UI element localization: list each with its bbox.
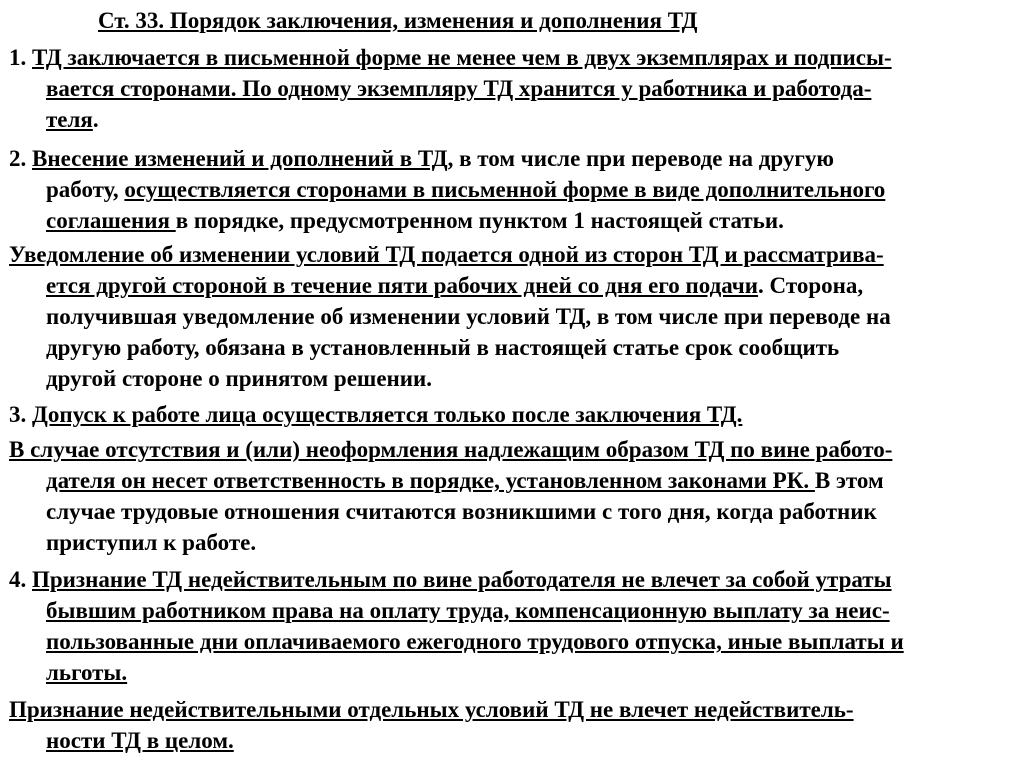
text-run: теля [46,107,93,132]
text-run: в порядке, предусмотренном пунктом 1 настоящей статьи. [175,208,784,233]
text-line [9,143,1011,174]
text-line [9,399,1011,430]
text-line [9,270,1011,301]
text-line [9,595,1011,626]
text-run: Уведомление об изменении условий ТД подается одной из сторон ТД и рассматрива- [9,242,884,267]
text-line [9,465,1011,496]
paragraph-7 [9,694,1011,756]
text-run: 4. [9,567,32,592]
text-run: осуществляется сторонами в письменной форме в виде дополнительного [124,177,886,202]
text-run: другой стороне о принятом решении. [46,366,433,391]
text-line [9,527,1011,558]
text-line [9,174,1011,205]
text-run: . Сторона, [758,273,864,298]
text-run: ности ТД в целом. [46,728,234,753]
text-line [9,434,1011,465]
text-run: Признание недействительными отдельных условий ТД не влечет недействитель- [9,697,854,722]
page-title: Ст. 33. Порядок заключения, изменения и дополнения ТД [98,8,698,33]
paragraph-1 [9,42,1011,135]
text-run: получившая уведомление об изменении условий ТД, в том числе при переводе на [46,304,891,329]
text-run: 3. [9,402,32,427]
text-line [9,626,1011,657]
text-run: дателя он несет ответственность в порядке, установленном законами РК. [46,468,815,493]
text-run: 2. [9,146,32,171]
text-line [9,205,1011,236]
text-line [9,332,1011,363]
text-run: приступил к работе. [46,530,257,555]
text-line [9,104,1011,135]
paragraph-5 [9,434,1011,558]
text-run: Признание ТД недействительным по вине работодателя не влечет за собой утраты [32,567,892,592]
paragraph-2 [9,143,1011,236]
text-run: . [92,107,99,132]
text-run: льготы. [46,660,128,685]
text-run: другую работу, обязана в установленный в настоящей статье срок сообщить [46,335,840,360]
text-line [9,725,1011,756]
text-run: В случае отсутствия и (или) неоформления надлежащим образом ТД по вине работо- [9,437,893,462]
text-run: случае трудовые отношения считаются возникшими с того дня, когда работник [46,499,877,524]
text-line [9,239,1011,270]
text-run: Допуск к работе лица осуществляется только после заключения ТД. [32,402,743,427]
text-run: ТД заключается в письменной форме не менее чем в двух экземплярах и подписы- [32,45,892,70]
paragraph-6 [9,564,1011,688]
text-run: соглашения [46,208,176,233]
text-run: бывшим работником права на оплату труда, компенсационную выплату за неис- [46,598,890,623]
text-line [9,73,1011,104]
text-line [9,363,1011,394]
text-run: В этом [814,468,884,493]
text-line [9,657,1011,688]
text-run: , в том числе при переводе на другую [447,146,834,171]
text-run: пользованные дни оплачиваемого ежегодного трудового отпуска, иные выплаты и [46,629,904,654]
text-run: Внесение изменений и дополнений в ТД [32,146,448,171]
text-line [9,42,1011,73]
text-run: ется другой стороной в течение пяти рабочих дней со дня его подачи [46,273,759,298]
paragraph-4 [9,399,1011,430]
text-line [9,496,1011,527]
text-line [9,301,1011,332]
paragraph-3 [9,239,1011,394]
text-line [9,564,1011,595]
text-run: работу, [46,177,125,202]
text-line [9,694,1011,725]
text-run: 1. [9,45,32,70]
text-run: вается сторонами. По одному экземпляру ТД хранится у работника и работода- [46,76,872,101]
